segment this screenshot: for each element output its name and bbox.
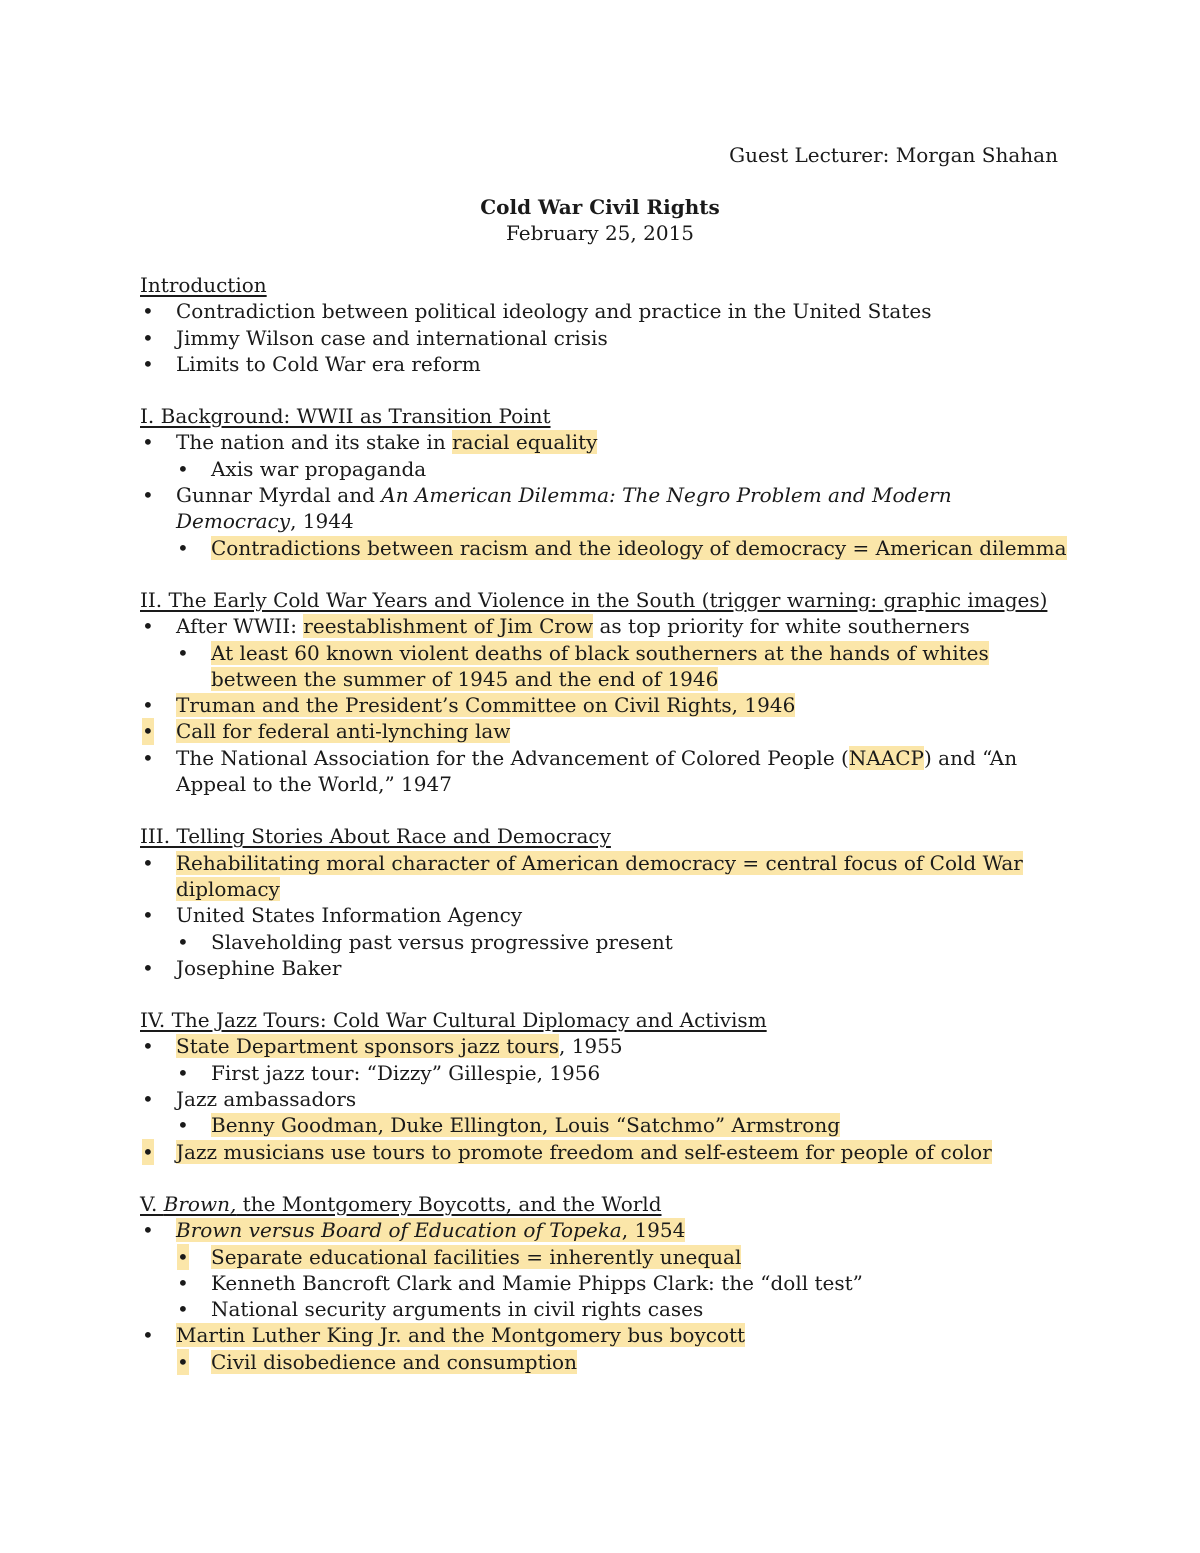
- bullet-icon: •: [177, 1297, 189, 1322]
- book-title: An American Dilemma: The Negro Problem and Modern Democracy: [176, 483, 952, 534]
- highlighted-text: Brown versus Board of Education of Topeka, 1954: [176, 1218, 686, 1243]
- list-item: • Josephine Baker: [142, 955, 342, 980]
- bullet-icon: •: [142, 719, 154, 744]
- section-introduction: [140, 272, 1070, 377]
- list-subitem: [140, 535, 1070, 561]
- bullet-icon: •: [142, 693, 154, 718]
- list-item: [140, 1322, 1070, 1348]
- highlighted-text: Martin Luther King Jr. and the Montgomery bus boycott: [176, 1323, 746, 1348]
- bullet-icon: •: [177, 456, 189, 481]
- list-subitem: [140, 640, 1070, 693]
- list-item: • Limits to Cold War era reform: [142, 351, 481, 376]
- list-item: • The National Association for the Advancement of Colored People (NAACP) and “An Appeal to the World,” 1947: [142, 745, 1018, 797]
- highlighted-text: Rehabilitating moral character of American democracy = central focus of Cold War diplomacy: [176, 850, 1023, 901]
- list-subitem: • Kenneth Bancroft Clark and Mamie Phipps Clark: the “doll test”: [177, 1270, 863, 1295]
- bullet-icon: •: [177, 1060, 189, 1085]
- list-item: • Gunnar Myrdal and An American Dilemma: The Negro Problem and Modern Democracy, 1944: [142, 483, 952, 534]
- bullet-icon: •: [142, 299, 154, 324]
- list-subitem: • Slaveholding past versus progressive present: [177, 929, 673, 954]
- section-heading: V. Brown, the Montgomery Boycotts, and the World: [140, 1191, 662, 1216]
- highlighted-text: At least 60 known violent deaths of black southerners at the hands of whites between the summer of 1945 and the end of 1946: [211, 640, 989, 691]
- bullet-icon: •: [142, 430, 154, 455]
- bullet-icon: •: [142, 1139, 154, 1164]
- highlighted-text: Civil disobedience and consumption: [211, 1349, 577, 1374]
- guest-lecturer-line: Guest Lecturer: Morgan Shahan: [729, 143, 1058, 167]
- bullet-icon: •: [142, 745, 154, 770]
- bullet-icon: •: [142, 850, 154, 875]
- highlighted-text: reestablishment of Jim Crow: [303, 614, 594, 639]
- bullet-icon: •: [142, 1034, 154, 1059]
- list-item: • Contradiction between political ideology and practice in the United States: [142, 299, 932, 324]
- bullet-icon: •: [142, 325, 154, 350]
- section-heading: IV. The Jazz Tours: Cold War Cultural Diplomacy and Activism: [140, 1008, 767, 1033]
- highlighted-text: NAACP: [848, 745, 924, 770]
- section-jazz-tours: [140, 1007, 1070, 1165]
- highlighted-text: Contradictions between racism and the ideology of democracy = American dilemma: [211, 535, 1067, 560]
- case-title: Brown versus Board of Education of Topeka: [176, 1218, 622, 1243]
- highlighted-text: Benny Goodman, Duke Ellington, Louis “Satchmo” Armstrong: [211, 1113, 841, 1138]
- bullet-icon: •: [142, 1087, 154, 1112]
- highlighted-text: State Department sponsors jazz tours: [176, 1034, 559, 1059]
- list-item: • State Department sponsors jazz tours, 1955: [142, 1034, 623, 1059]
- section-telling-stories: [140, 823, 1070, 981]
- highlighted-text: Truman and the President’s Committee on Civil Rights, 1946: [176, 693, 796, 718]
- bullet-icon: •: [142, 351, 154, 376]
- list-subitem: [140, 1349, 1070, 1375]
- bullet-icon: •: [177, 1349, 189, 1374]
- bullet-icon: •: [142, 1323, 154, 1348]
- list-subitem: • Axis war propaganda: [177, 456, 427, 481]
- list-item: [140, 1217, 1070, 1243]
- bullet-icon: •: [142, 483, 154, 508]
- list-subitem: [140, 1244, 1070, 1270]
- bullet-icon: •: [142, 614, 154, 639]
- highlighted-text: Separate educational facilities = inherently unequal: [211, 1244, 742, 1269]
- list-subitem: • National security arguments in civil rights cases: [177, 1297, 704, 1322]
- bullet-icon: •: [177, 640, 189, 665]
- document-date: February 25, 2015: [505, 221, 695, 245]
- bullet-icon: •: [177, 1270, 189, 1295]
- list-item: [140, 1139, 1070, 1165]
- section-heading: III. Telling Stories About Race and Democracy: [140, 824, 611, 849]
- bullet-icon: •: [177, 535, 189, 560]
- list-item: • Jimmy Wilson case and international crisis: [142, 325, 608, 350]
- list-item: [140, 718, 1070, 744]
- bullet-icon: •: [142, 903, 154, 928]
- bullet-icon: •: [177, 1244, 189, 1269]
- list-subitem: • First jazz tour: “Dizzy” Gillespie, 1956: [177, 1060, 601, 1085]
- section-heading: II. The Early Cold War Years and Violence in the South (trigger warning: graphic images): [140, 587, 1048, 612]
- list-item: • Jazz ambassadors: [142, 1087, 357, 1112]
- list-item: • United States Information Agency: [142, 903, 523, 928]
- document-title: Cold War Civil Rights: [480, 195, 720, 219]
- bullet-icon: •: [142, 1218, 154, 1243]
- section-heading: Introduction: [140, 273, 267, 297]
- section-early-cold-war: [140, 587, 1070, 797]
- highlighted-text: Call for federal anti-lynching law: [176, 719, 511, 744]
- list-item: [140, 692, 1070, 718]
- section-brown-montgomery: [140, 1191, 1070, 1375]
- lecture-outline: [140, 272, 1070, 1401]
- section-heading: I. Background: WWII as Transition Point: [140, 404, 551, 429]
- bullet-icon: •: [177, 929, 189, 954]
- bullet-icon: •: [177, 1113, 189, 1138]
- list-subitem: [140, 1112, 1070, 1138]
- highlighted-text: racial equality: [452, 430, 598, 455]
- section-background: [140, 403, 1070, 561]
- list-item: [140, 850, 1070, 903]
- list-item: • The nation and its stake in racial equality: [142, 430, 598, 455]
- highlighted-text: Jazz musicians use tours to promote freedom and self-esteem for people of color: [176, 1139, 992, 1164]
- bullet-icon: •: [142, 955, 154, 980]
- list-item: • After WWII: reestablishment of Jim Crow as top priority for white southerners: [142, 614, 970, 639]
